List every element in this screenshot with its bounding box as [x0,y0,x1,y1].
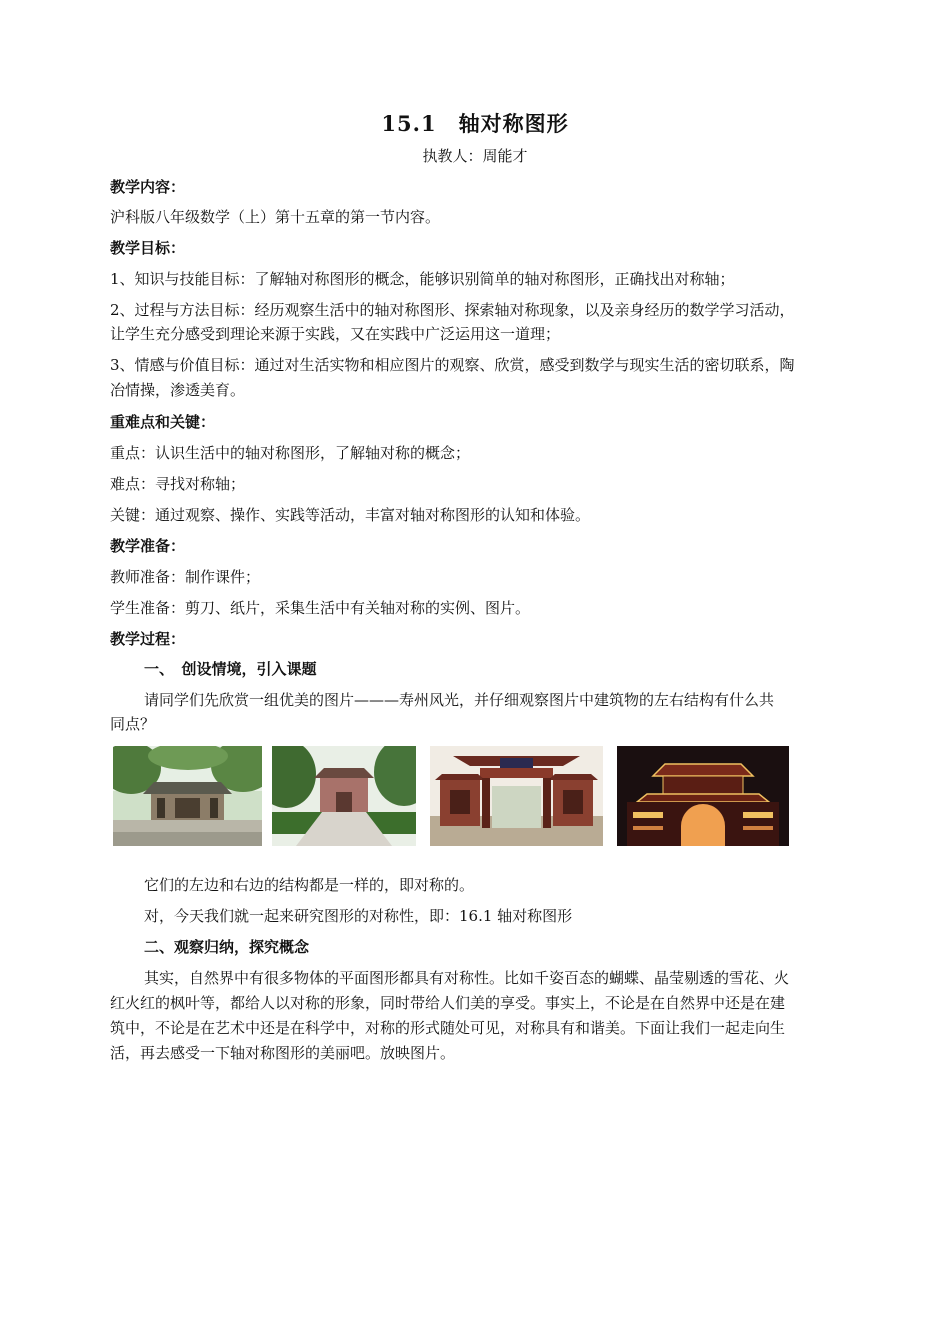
archway-gate-photo [430,746,603,846]
page-title: 15.1 轴对称图形 [381,111,569,136]
night-lit-gate-photo [617,746,789,846]
goals-heading: 教学目标： [110,239,186,257]
key-difficulty: 难点：寻找对称轴； [110,475,246,493]
step2-line-2: 红火红的枫叶等，都给人以对称的形象，同时带给人们美的享受。事实上，不论是在自然界中还是在建 [110,994,786,1012]
step1-text-line-1: 请同学们先欣赏一组优美的图片———寿州风光，并仔细观察图片中建筑物的左右结构有什么共 [144,691,775,709]
photo-strip [108,741,796,851]
author-line: 执教人：周能才 [422,147,528,165]
goal-3-line-1: 3、情感与价值目标：通过对生活实物和相应图片的观察、欣赏，感受到数学与现实生活的密切联系，陶 [110,356,795,374]
process-heading: 教学过程： [110,630,186,648]
step2-line-1: 其实，自然界中有很多物体的平面图形都具有对称性。比如千姿百态的蝴蝶、晶莹剔透的雪花、火 [144,969,790,987]
temple-hall-photo [113,746,262,846]
goal-2-line-1: 2、过程与方法目标：经历观察生活中的轴对称图形、探索轴对称现象，以及亲身经历的数学学习活动， [110,301,795,319]
step2-heading: 二、观察归纳，探究概念 [144,938,310,956]
goal-1: 1、知识与技能目标：了解轴对称图形的概念，能够识别简单的轴对称图形，正确找出对称轴； [110,270,735,288]
content-text: 沪科版八年级数学（上）第十五章的第一节内容。 [110,208,441,226]
after-photos-1: 它们的左边和右边的结构都是一样的，即对称的。 [144,876,475,894]
step1-text-line-2: 同点？ [110,715,156,733]
after-photos-2: 对，今天我们就一起来研究图形的对称性，即：16.1 轴对称图形 [144,907,573,925]
goal-3-line-2: 冶情操，渗透美育。 [110,381,246,399]
courtyard-path-photo [272,746,416,846]
key-heading: 重难点和关键： [110,413,216,431]
key-key: 关键：通过观察、操作、实践等活动，丰富对轴对称图形的认知和体验。 [110,506,591,524]
prep-student: 学生准备：剪刀、纸片，采集生活中有关轴对称的实例、图片。 [110,599,531,617]
prep-teacher: 教师准备：制作课件； [110,568,261,586]
step2-line-4: 活，再去感受一下轴对称图形的美丽吧。放映图片。 [110,1044,456,1062]
step1-heading: 一、 创设情境，引入课题 [144,660,317,678]
step2-line-3: 筑中，不论是在艺术中还是在科学中，对称的形式随处可见，对称具有和谐美。下面让我们一起走向生 [110,1019,786,1037]
prep-heading: 教学准备： [110,537,186,555]
content-heading: 教学内容： [110,178,186,196]
key-focus: 重点：认识生活中的轴对称图形，了解轴对称的概念； [110,444,471,462]
goal-2-line-2: 让学生充分感受到理论来源于实践，又在实践中广泛运用这一道理； [110,325,561,343]
